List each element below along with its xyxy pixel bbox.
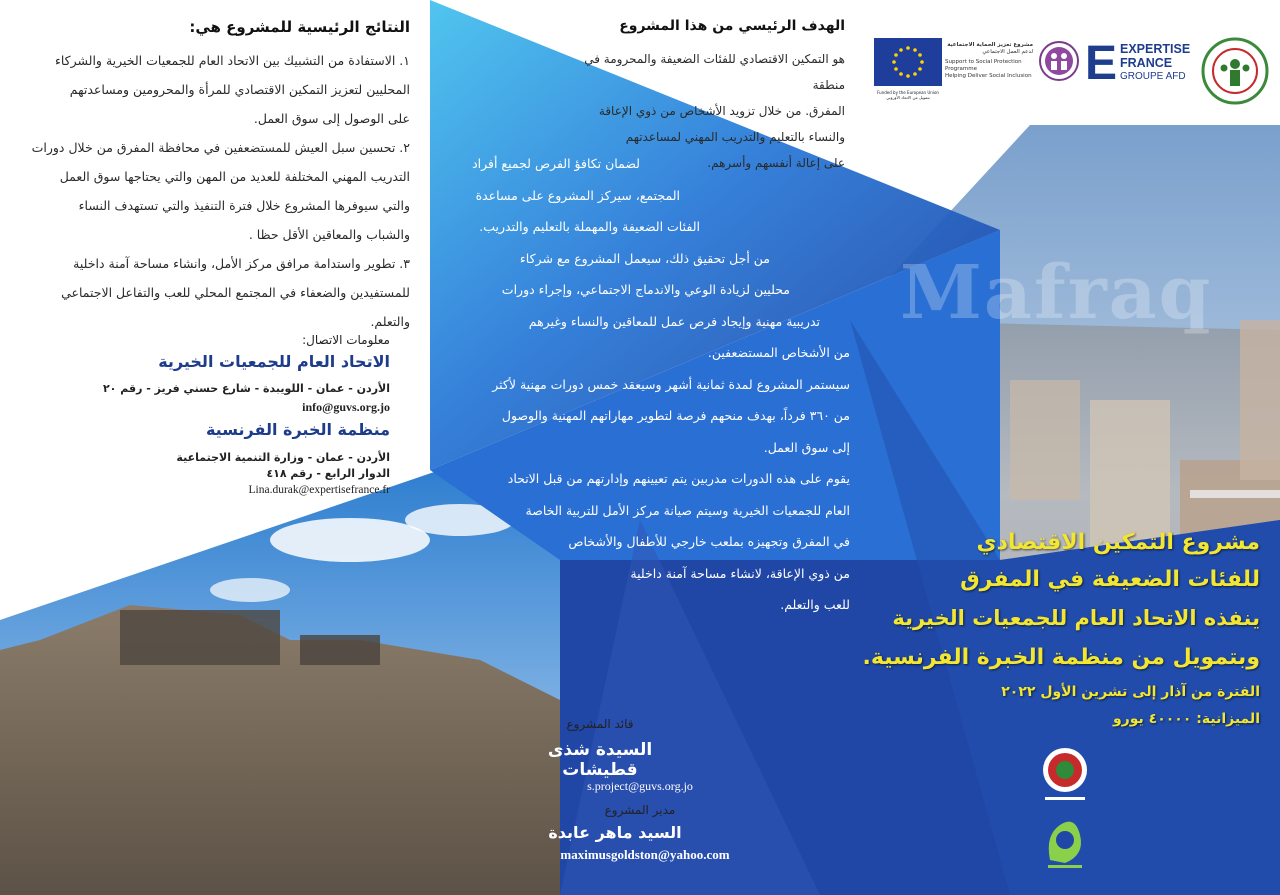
guvs-emblem-logo	[1200, 36, 1270, 110]
ef-line3: GROUPE AFD	[1120, 71, 1186, 82]
project-title-2: للفئات الضعيفة في المفرق	[960, 567, 1260, 592]
results-list	[15, 46, 410, 336]
expertise-france-e-icon: E	[1085, 37, 1118, 90]
ssp-en3: Helping Deliver Social Inclusion	[945, 73, 1032, 79]
body-line: إلى سوق العمل.	[763, 439, 850, 455]
body-line: للعب والتعلم.	[780, 597, 850, 612]
leader-name: السيدة شذى قطيشات	[547, 740, 653, 780]
list-item: والشباب والمعاقين الأقل حظا .	[248, 227, 410, 242]
ssp-en1: Support to Social Protection	[945, 59, 1022, 65]
org2-address-1: الأردن - عمان - وزارة التنمية الاجتماعية	[176, 451, 390, 464]
project-title-3: ينفذه الاتحاد العام للجمعيات الخيرية	[892, 606, 1260, 630]
project-description	[420, 148, 850, 621]
body-line: لضمان تكافؤ الفرص لجميع أفراد	[472, 156, 640, 171]
eu-funded-label: Funded by the European Union	[877, 90, 939, 95]
goal-title: الهدف الرئيسي من هذا المشروع	[619, 18, 845, 34]
list-item: والتعلم.	[370, 314, 410, 329]
list-item: والتي سيوفرها المشروع خلال فترة التنفيذ والتي تستهدف النساء	[78, 198, 410, 213]
body-line: من ٣٦٠ فرداً، بهدف منحهم فرصة لتطوير مهاراتهم المهنية والوصول	[501, 408, 850, 423]
ef-line1: EXPERTISE	[1120, 42, 1191, 56]
eu-funded-label-ar: بتمويل من الاتحاد الأوروبي	[886, 95, 930, 100]
project-title-1: مشروع التمكين الاقتصادي	[976, 530, 1260, 555]
calligraphy-icon	[1040, 805, 1090, 870]
project-period: الفترة من آذار إلى تشرين الأول ٢٠٢٢	[1001, 684, 1260, 700]
manager-label: مدير المشروع	[604, 803, 676, 817]
amal-center-logo	[1040, 745, 1090, 809]
body-line: سيستمر المشروع لمدة ثمانية أشهر وسيعقد خمس دورات مهنية لأكثر	[492, 376, 850, 392]
body-line: العام للجمعيات الخيرية وسيتم صيانة مركز الأمل للتربية الخاصة	[525, 502, 850, 518]
body-line: تدريبية مهنية وإيجاد فرص عمل للمعاقين والنساء وغيرهم	[528, 313, 820, 329]
ssp-en2: Programme	[945, 66, 977, 72]
body-line: المجتمع، سيركز المشروع على مساعدة	[475, 187, 680, 203]
emblem-icon	[1200, 36, 1270, 106]
ef-line2: FRANCE	[1120, 56, 1173, 70]
org1-address: الأردن - عمان - اللويبدة - شارع حسني فريز - رقم ٢٠	[102, 382, 390, 395]
project-budget: الميزانية: ٤٠٠٠٠ يورو	[1112, 711, 1260, 727]
list-item: ٢. تحسين سبل العيش للمستضعفين في محافظة المفرق من خلال دورات	[31, 140, 410, 155]
body-line: من ذوي الإعاقة، لانشاء مساحة آمنة داخلية	[630, 565, 850, 581]
org2-address-2: الدوار الرابع - رقم ٤١٨	[266, 467, 390, 480]
amal-emblem-icon	[1040, 745, 1090, 805]
partner-circle-logo	[1038, 40, 1080, 86]
list-item: على الوصول إلى سوق العمل.	[253, 111, 410, 126]
manager-email[interactable]: maximusgoldston@yahoo.com	[560, 847, 730, 862]
org1-email[interactable]: info@guvs.org.jo	[302, 400, 390, 414]
list-item: التدريب المهني المختلفة للعديد من المهن والتي يحتاجها سوق العمل	[59, 169, 410, 184]
leader-email[interactable]: s.project@guvs.org.jo	[587, 779, 693, 793]
body-line: الفئات الضعيفة والمهملة بالتعليم والتدريب.	[479, 219, 700, 234]
leader-label: قائد المشروع	[566, 717, 634, 731]
goal-line: المفرق. من خلال تزويد الأشخاص من ذوي الإعاقة	[598, 104, 845, 118]
org2-name: منظمة الخبرة الفرنسية	[205, 420, 390, 439]
list-item: ٣. تطوير واستدامة مرافق مركز الأمل، وانشاء مساحة آمنة داخلية	[73, 256, 410, 271]
watermark-mafraq: Mafraq	[900, 250, 1213, 336]
ssp-ar2: لدعم العمل الاجتماعي	[982, 49, 1033, 55]
people-circle-icon	[1038, 40, 1080, 82]
org2-email[interactable]: Lina.durak@expertisefrance.fr	[248, 484, 390, 496]
list-item: ١. الاستفادة من التشبيك بين الاتحاد العام للجمعيات الخيرية والشركاء	[54, 53, 410, 68]
goal-line: على إعالة أنفسهم وأسرهم.	[707, 156, 845, 170]
contact-label: معلومات الاتصال:	[302, 333, 390, 347]
ssp-logo	[945, 42, 1033, 80]
body-line: من الأشخاص المستضعفين.	[707, 345, 850, 360]
body-line: من أجل تحقيق ذلك، سيعمل المشروع مع شركاء	[519, 250, 770, 266]
eu-logo	[874, 38, 942, 100]
list-item: للمستفيدين والضعفاء في المجتمع المحلي للعب والتفاعل الاجتماعي	[61, 285, 410, 300]
project-title-4: وبتمويل من منظمة الخبرة الفرنسية.	[862, 645, 1260, 670]
body-line: محليين لزيادة الوعي والاندماج الاجتماعي، وإجراء دورات	[501, 282, 790, 297]
arabic-calligraphy-logo	[1040, 805, 1090, 874]
list-item: المحليين لتعزيز التمكين الاقتصادي للمرأة والمحرومين ومساعدتهم	[69, 82, 410, 97]
body-line: في المفرق وتجهيزه بملعب خارجي للأطفال والأشخاص	[568, 534, 850, 549]
manager-name: السيد ماهر عابدة	[548, 823, 682, 842]
goal-line: والنساء بالتعليم والتدريب المهني لمساعدتهم	[625, 130, 845, 144]
ssp-ar: مشروع تعزيز الحماية الاجتماعية	[947, 42, 1033, 48]
body-line: يقوم على هذه الدورات مدربين يتم تعيينهم وإدارتهم من قبل الاتحاد	[507, 471, 850, 486]
org1-name: الاتحاد العام للجمعيات الخيرية	[158, 352, 390, 371]
results-title: النتائج الرئيسية للمشروع هي:	[189, 18, 410, 36]
eu-flag-icon	[874, 38, 942, 86]
goal-line: هو التمكين الاقتصادي للفئات الضعيفة والمحرومة في منطقة	[584, 52, 845, 92]
